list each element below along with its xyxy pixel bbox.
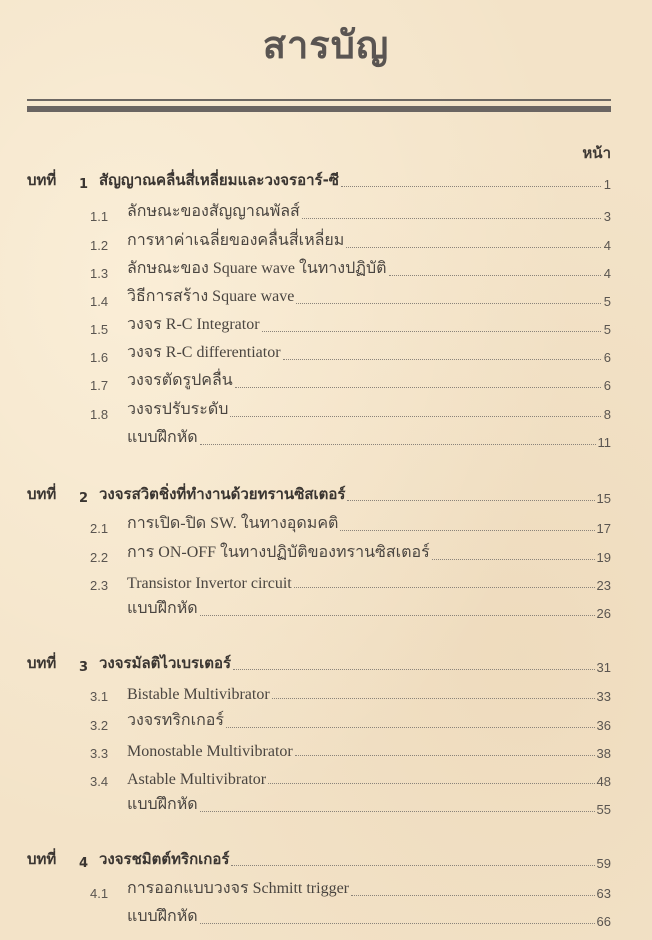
page-number: 6 (603, 350, 611, 365)
chapter-word: บทที่ (27, 850, 57, 868)
section-number: 1.3 (90, 266, 109, 281)
section-title: การหาค่าเฉลี่ยของคลื่นสี่เหลี่ยม (127, 232, 345, 249)
dot-leader (351, 894, 595, 896)
dot-leader (233, 668, 595, 670)
toc-section-1-6[interactable] (27, 341, 611, 365)
section-title: วงจรปรับระดับ (127, 401, 229, 418)
toc-chapter-1[interactable] (27, 168, 611, 192)
toc-section-1-7[interactable] (27, 369, 611, 393)
chapter-number: 4 (79, 856, 89, 871)
toc-section-1-3[interactable] (27, 257, 611, 281)
section-number: 3.1 (90, 689, 109, 704)
toc-section-3-3[interactable] (27, 737, 611, 761)
page-number: 6 (603, 378, 611, 393)
dot-leader (272, 697, 595, 699)
section-number: 1.5 (90, 322, 109, 337)
chapter-number: 3 (79, 660, 89, 675)
dot-leader (296, 302, 601, 304)
page-number: 38 (596, 746, 611, 761)
toc-section-2-1[interactable] (27, 512, 611, 536)
toc-section-1-2[interactable] (27, 229, 611, 253)
toc-section-1-5[interactable] (27, 313, 611, 337)
toc-section-3-1[interactable] (27, 680, 611, 704)
dot-leader (200, 922, 595, 924)
section-number: 2.2 (90, 550, 109, 565)
chapter-number: 1 (79, 177, 89, 192)
section-title: แบบฝึกหัด (127, 796, 198, 813)
page-number: 4 (603, 266, 611, 281)
title-rule-thick (27, 106, 611, 112)
page-number: 4 (603, 238, 611, 253)
page-number: 3 (603, 209, 611, 224)
page-number: 19 (596, 550, 611, 565)
dot-leader (226, 726, 595, 728)
section-title: วงจรทริกเกอร์ (127, 712, 224, 729)
chapter-word: บทที่ (27, 171, 57, 189)
section-title: แบบฝึกหัด (127, 908, 198, 925)
page-title: สารบัญ (262, 23, 390, 67)
dot-leader (283, 358, 601, 360)
dot-leader (268, 782, 594, 784)
page-number: 5 (603, 322, 611, 337)
page-number: 63 (596, 886, 611, 901)
dot-leader (200, 614, 595, 616)
section-number: 1.7 (90, 378, 109, 393)
dot-leader (295, 754, 595, 756)
chapter-word: บทที่ (27, 654, 57, 672)
toc-chapter-3[interactable] (27, 651, 611, 675)
toc-section-2-2[interactable] (27, 541, 611, 565)
section-title: การออกแบบวงจร Schmitt trigger (127, 880, 349, 897)
page-number: 5 (603, 294, 611, 309)
page-number: 31 (596, 660, 611, 675)
section-number: 2.3 (90, 578, 109, 593)
page-number: 66 (596, 914, 611, 929)
section-number: 2.1 (90, 521, 109, 536)
section-title: การเปิด-ปิด SW. ในทางอุดมคติ (127, 515, 339, 532)
section-title: Astable Multivibrator (127, 771, 267, 788)
dot-leader (294, 586, 595, 588)
section-number: 4.1 (90, 886, 109, 901)
section-number: 3.3 (90, 746, 109, 761)
dot-leader (230, 415, 601, 417)
title-rule-thin (27, 99, 611, 101)
chapter-word: บทที่ (27, 485, 57, 503)
section-number: 1.6 (90, 350, 109, 365)
toc-section-3-2[interactable] (27, 709, 611, 733)
section-title: แบบฝึกหัด (127, 429, 198, 446)
chapter-title: วงจรมัลติไวเบรเตอร์ (99, 654, 232, 672)
dot-leader (235, 386, 601, 388)
toc-chapter-2[interactable] (27, 482, 611, 506)
section-title: Monostable Multivibrator (127, 743, 293, 760)
section-number: 1.4 (90, 294, 109, 309)
dot-leader (346, 246, 601, 248)
dot-leader (340, 529, 594, 531)
chapter-number: 2 (79, 491, 89, 506)
section-title: วิธีการสร้าง Square wave (127, 288, 295, 305)
section-title: วงจร R-C Integrator (127, 316, 260, 333)
section-title: Bistable Multivibrator (127, 686, 270, 703)
section-title: วงจร R-C differentiator (127, 344, 281, 361)
dot-leader (341, 185, 601, 187)
section-title: แบบฝึกหัด (127, 600, 198, 617)
page-number: 23 (596, 578, 611, 593)
page-number: 17 (596, 521, 611, 536)
section-title: Transistor Invertor circuit (127, 575, 292, 592)
chapter-title: วงจรสวิตชิ่งที่ทำงานด้วยทรานซิสเตอร์ (99, 485, 346, 503)
dot-leader (200, 810, 595, 812)
toc-section-1-1[interactable] (27, 200, 611, 224)
toc-exercise-2[interactable] (27, 597, 611, 621)
chapter-title: สัญญาณคลื่นสี่เหลี่ยมและวงจรอาร์-ซี (99, 171, 339, 189)
page-column-label: หน้า (582, 144, 611, 162)
toc-exercise-3[interactable] (27, 793, 611, 817)
toc-chapter-4[interactable] (27, 847, 611, 871)
toc-section-3-4[interactable] (27, 765, 611, 789)
page-number: 48 (596, 774, 611, 789)
toc-exercise-1[interactable] (27, 426, 611, 450)
page-number: 55 (596, 802, 611, 817)
page-number: 26 (596, 606, 611, 621)
toc-section-2-3[interactable] (27, 569, 611, 593)
dot-leader (347, 499, 594, 501)
section-number: 1.2 (90, 238, 109, 253)
dot-leader (262, 330, 601, 332)
page-number: 1 (603, 177, 611, 192)
page-number: 59 (596, 856, 611, 871)
section-title: ลักษณะของสัญญาณพัลส์ (127, 203, 300, 220)
section-number: 1.8 (90, 407, 109, 422)
dot-leader (302, 217, 601, 219)
dot-leader (200, 443, 596, 445)
toc-section-4-1[interactable] (27, 877, 611, 901)
page-number: 15 (596, 491, 611, 506)
section-number: 1.1 (90, 209, 109, 224)
section-number: 3.4 (90, 774, 109, 789)
page-number: 11 (597, 435, 611, 450)
page-number: 8 (603, 407, 611, 422)
page-number: 36 (596, 718, 611, 733)
section-number: 3.2 (90, 718, 109, 733)
page-number: 33 (596, 689, 611, 704)
toc-section-1-4[interactable] (27, 285, 611, 309)
chapter-title: วงจรชมิตต์ทริกเกอร์ (99, 850, 230, 868)
section-title: การ ON-OFF ในทางปฏิบัติของทรานซิสเตอร์ (127, 544, 430, 561)
section-title: วงจรตัดรูปคลื่น (127, 372, 233, 389)
dot-leader (231, 864, 594, 866)
dot-leader (389, 274, 601, 276)
dot-leader (432, 558, 595, 560)
toc-section-1-8[interactable] (27, 398, 611, 422)
toc-exercise-4[interactable] (27, 905, 611, 929)
section-title: ลักษณะของ Square wave ในทางปฏิบัติ (127, 260, 387, 277)
